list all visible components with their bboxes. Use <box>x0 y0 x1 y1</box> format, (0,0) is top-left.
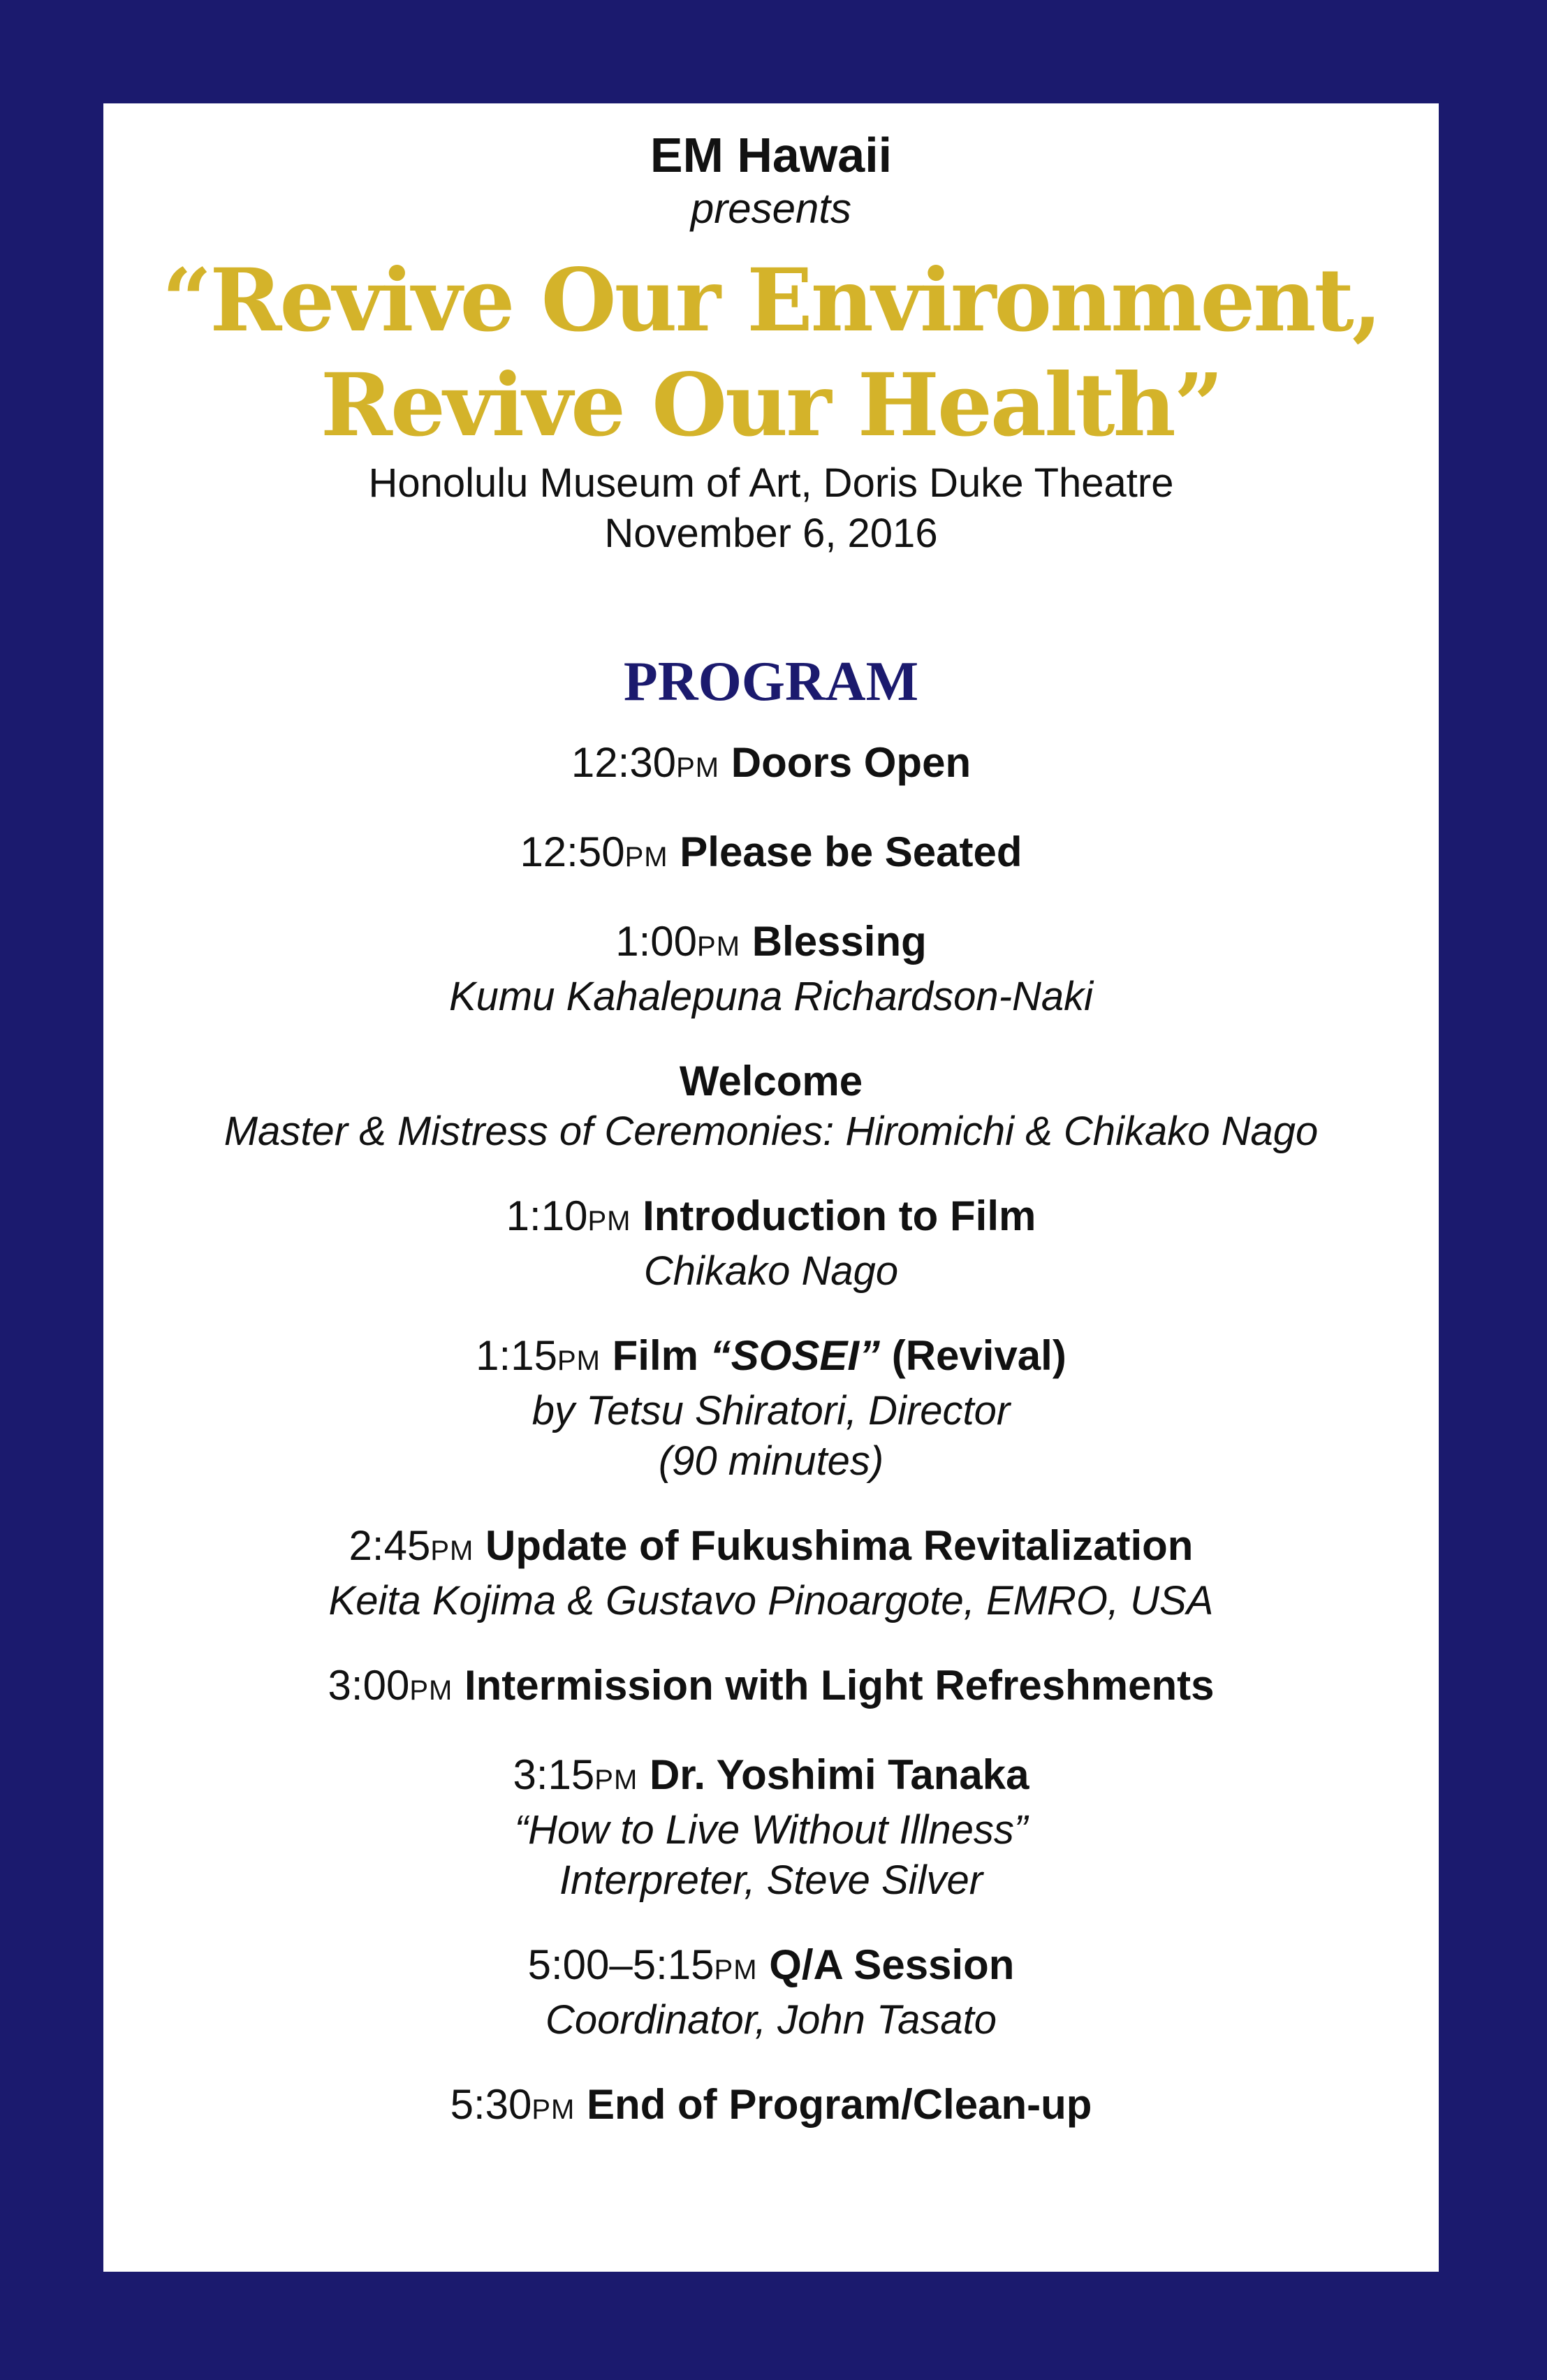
program-item <box>103 2080 1439 2135</box>
program-item <box>103 827 1439 882</box>
program-item <box>103 917 1439 1022</box>
item-time: 12:50PM <box>520 828 668 875</box>
presents-text: presents <box>690 185 852 232</box>
program-item <box>103 1750 1439 1906</box>
item-time: 5:00–5:15PM <box>527 1941 758 1988</box>
event-title <box>103 249 1439 458</box>
event-date: November 6, 2016 <box>604 511 938 556</box>
item-presenter: Chikako Nago <box>643 1248 899 1294</box>
program-item <box>103 738 1439 793</box>
event-title-line-2: Revive Our Health” <box>320 355 1222 456</box>
item-time: 2:45PM <box>349 1522 474 1569</box>
item-title: End of Program/Clean-up <box>587 2081 1092 2128</box>
item-time: 5:30PM <box>450 2081 575 2128</box>
program-item <box>103 1191 1439 1297</box>
item-title: Dr. Yoshimi Tanaka <box>649 1751 1029 1798</box>
item-title: Doors Open <box>731 739 972 786</box>
item-time: 1:10PM <box>506 1192 631 1239</box>
item-title: Film “SOSEI” (Revival) <box>612 1332 1066 1379</box>
program-item <box>103 1331 1439 1487</box>
organization-name: EM Hawaii <box>650 128 893 182</box>
item-talk-title: “How to Live Without Illness” <box>514 1807 1028 1853</box>
item-time: 1:00PM <box>615 918 741 965</box>
item-presenter: Master & Mistress of Ceremonies: Hiromichi & Chikako Nago <box>223 1109 1319 1154</box>
item-title: Blessing <box>751 918 927 965</box>
item-title: Please be Seated <box>680 828 1022 875</box>
program-item <box>103 1521 1439 1626</box>
program-item <box>103 1056 1439 1157</box>
item-title: Intermission with Light Refreshments <box>464 1662 1215 1709</box>
program-heading: PROGRAM <box>623 651 919 713</box>
item-presenter: by Tetsu Shiratori, Director <box>531 1388 1011 1433</box>
program-item <box>103 1940 1439 2045</box>
item-presenter: Kumu Kahalepuna Richardson-Naki <box>448 974 1094 1019</box>
item-title: Update of Fukushima Revitalization <box>485 1522 1194 1569</box>
item-time: 12:30PM <box>571 739 720 786</box>
item-presenter: Keita Kojima & Gustavo Pinoargote, EMRO, USA <box>328 1578 1214 1623</box>
venue-block <box>103 458 1439 559</box>
item-interpreter: Interpreter, Steve Silver <box>559 1857 983 1903</box>
item-title: Introduction to Film <box>643 1192 1036 1239</box>
item-title: Q/A Session <box>769 1941 1015 1988</box>
program-card <box>103 103 1439 2272</box>
program-item <box>103 1660 1439 1716</box>
event-title-line-1: “Revive Our Environment, <box>162 250 1380 351</box>
item-time: 3:15PM <box>513 1751 638 1798</box>
item-time: 3:00PM <box>328 1662 453 1709</box>
item-duration: (90 minutes) <box>658 1438 884 1484</box>
venue-name: Honolulu Museum of Art, Doris Duke Theatre <box>368 460 1174 506</box>
program-list <box>103 738 1439 2169</box>
item-presenter: Coordinator, John Tasato <box>545 1997 997 2043</box>
item-time: 1:15PM <box>476 1332 601 1379</box>
item-title: Welcome <box>679 1058 863 1104</box>
